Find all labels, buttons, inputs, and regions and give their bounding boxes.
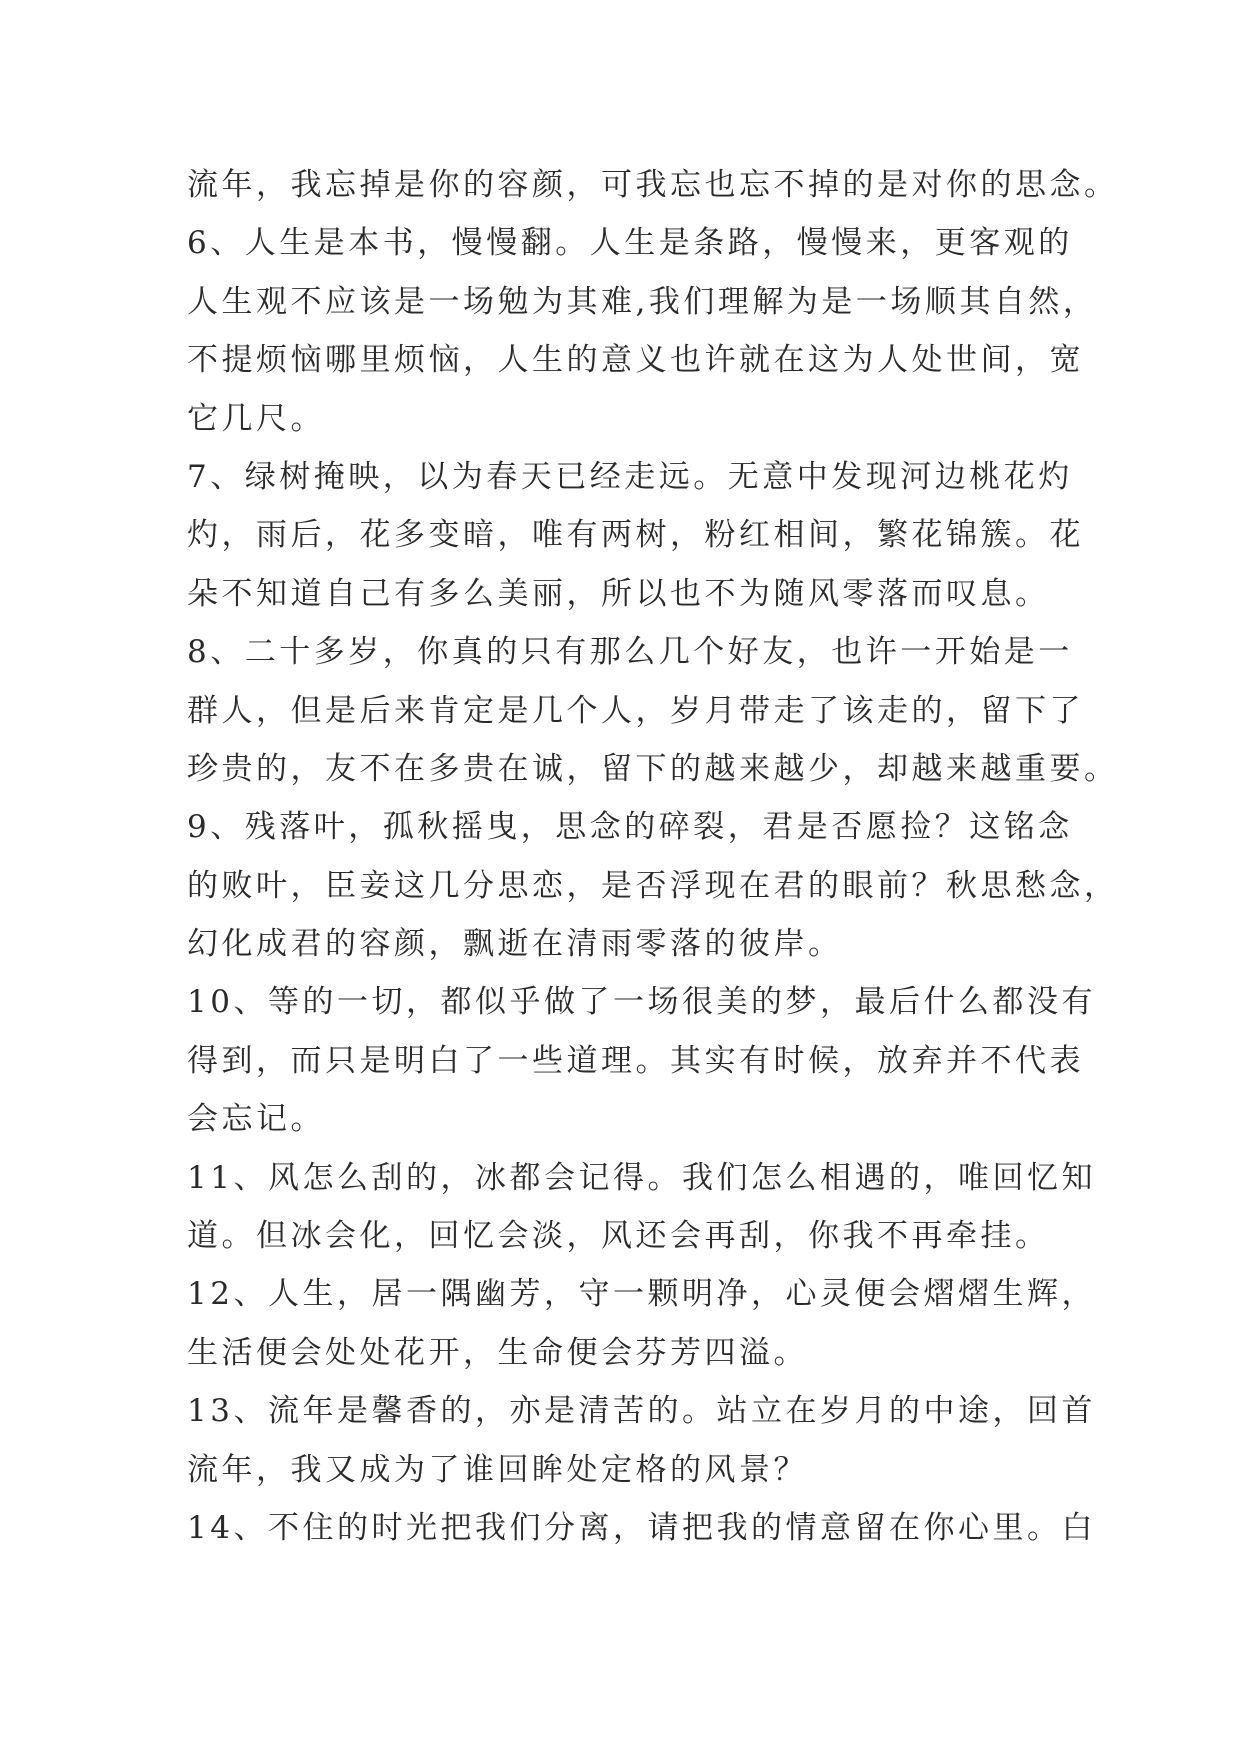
- text-line: 的败叶，臣妾这几分思恋，是否浮现在君的眼前？秋思愁念，: [187, 867, 1119, 904]
- text-line: 朵不知道自己有多么美丽，所以也不为随风零落而叹息。: [187, 575, 1050, 612]
- text-line: 生活便会处处花开，生命便会芬芳四溢。: [187, 1334, 808, 1371]
- text-line: 会忘记。: [187, 1101, 325, 1138]
- text-line: 11、风怎么刮的，冰都会记得。我们怎么相遇的，唯回忆知: [187, 1159, 1096, 1196]
- text-line: 6、人生是本书，慢慢翻。人生是条路，慢慢来，更客观的: [187, 225, 1073, 262]
- document-body: [187, 156, 1119, 1557]
- text-line: 流年，我忘掉是你的容颜，可我忘也忘不掉的是对你的思念。: [187, 167, 1119, 203]
- text-line: 珍贵的，友不在多贵在诚，留下的越来越少，却越来越重要。: [187, 750, 1119, 787]
- text-line: 道。但冰会化，回忆会淡，风还会再刮，你我不再牵挂。: [187, 1218, 1050, 1255]
- text-line: 群人，但是后来肯定是几个人，岁月带走了该走的，留下了: [187, 692, 1084, 729]
- text-line: 12、人生，居一隅幽芳，守一颗明净，心灵便会熠熠生辉，: [187, 1276, 1096, 1313]
- text-line: 7、绿树掩映，以为春天已经走远。无意中发现河边桃花灼: [187, 458, 1073, 495]
- text-line: 10、等的一切，都似乎做了一场很美的梦，最后什么都没有: [187, 984, 1096, 1021]
- text-line: 13、流年是馨香的，亦是清苦的。站立在岁月的中途，回首: [187, 1393, 1096, 1430]
- text-line: 灼，雨后，花多变暗，唯有两树，粉红相间，繁花锦簇。花: [187, 517, 1084, 554]
- text-line: 8、二十多岁，你真的只有那么几个好友，也许一开始是一: [187, 634, 1073, 671]
- text-line: 它几尺。: [187, 400, 325, 437]
- text-line: 14、不住的时光把我们分离，请把我的情意留在你心里。白: [187, 1509, 1096, 1546]
- text-line: 幻化成君的容颜，飘逝在清雨零落的彼岸。: [187, 926, 843, 963]
- text-line: 9、残落叶，孤秋摇曳，思念的碎裂，君是否愿捡？这铭念: [187, 809, 1073, 846]
- text-line: 流年，我又成为了谁回眸处定格的风景？: [187, 1451, 808, 1488]
- text-line: 得到，而只是明白了一些道理。其实有时候，放弃并不代表: [187, 1042, 1084, 1079]
- text-line: 人生观不应该是一场勉为其难,我们理解为是一场顺其自然，: [187, 283, 1098, 320]
- text-line: 不提烦恼哪里烦恼，人生的意义也许就在这为人处世间，宽: [187, 342, 1084, 379]
